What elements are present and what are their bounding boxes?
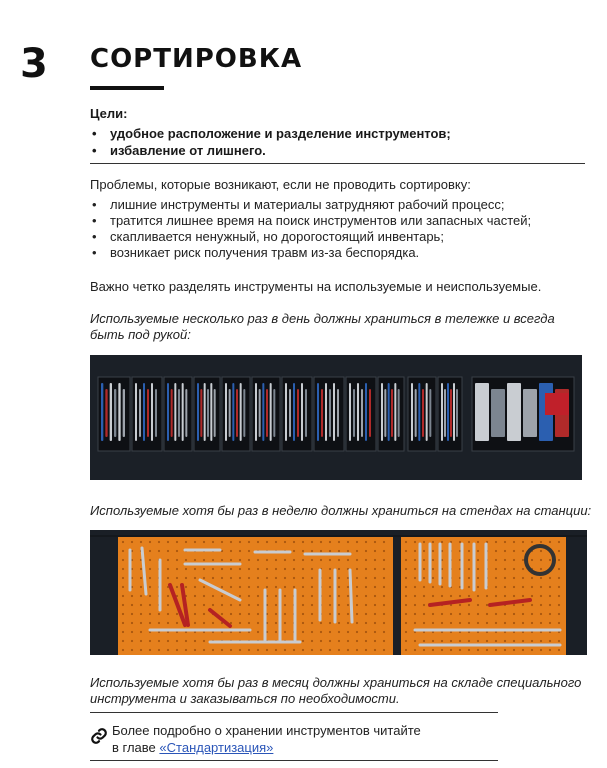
divider [90,760,498,761]
page-title: СОРТИРОВКА [90,44,303,74]
divider [90,712,498,713]
daily-text-line2: быть под рукой: [90,327,191,342]
divider [90,163,585,164]
goal-item: • избавление от лишнего. [90,142,585,159]
link-icon [90,727,108,750]
weekly-text: Используемые хотя бы раз в неделю должны храниться на стендах на станции: [90,503,592,518]
goals-list [90,125,585,159]
problems-list [90,197,531,261]
pegboard-photo [90,530,587,655]
problems-intro: Проблемы, которые возникают, если не проводить сортировку: [90,177,471,192]
tool-trays-photo [90,355,582,480]
chapter-number: 3 [20,41,48,87]
monthly-text-line2: инструмента и заказываться по необходимости. [90,691,400,706]
standardization-link[interactable]: «Стандартизация» [159,740,274,755]
reference-line2 [112,739,421,756]
daily-text-line1: Используемые несколько раз в день должны храниться в тележке и всегда [90,311,555,326]
goal-item: • удобное расположение и разделение инструментов; [90,125,585,142]
problem-item: • скапливается ненужный, но дорогостоящий инвентарь; [90,229,531,245]
problem-item: • лишние инструменты и материалы затрудняют рабочий процесс; [90,197,531,213]
goals-label: Цели: [90,106,128,121]
reference-line1: Более подробно о хранении инструментов читайте [112,723,421,738]
reference-text [112,722,421,756]
title-underline [90,86,164,90]
important-note: Важно четко разделять инструменты на используемые и неиспользуемые. [90,279,542,294]
monthly-text-line1: Используемые хотя бы раз в месяц должны храниться на складе специального [90,675,582,690]
problem-item: • возникает риск получения травм из-за беспорядка. [90,245,531,261]
reference-prefix: в главе [112,740,160,755]
problem-item: • тратится лишнее время на поиск инструментов или запасных частей; [90,213,531,229]
